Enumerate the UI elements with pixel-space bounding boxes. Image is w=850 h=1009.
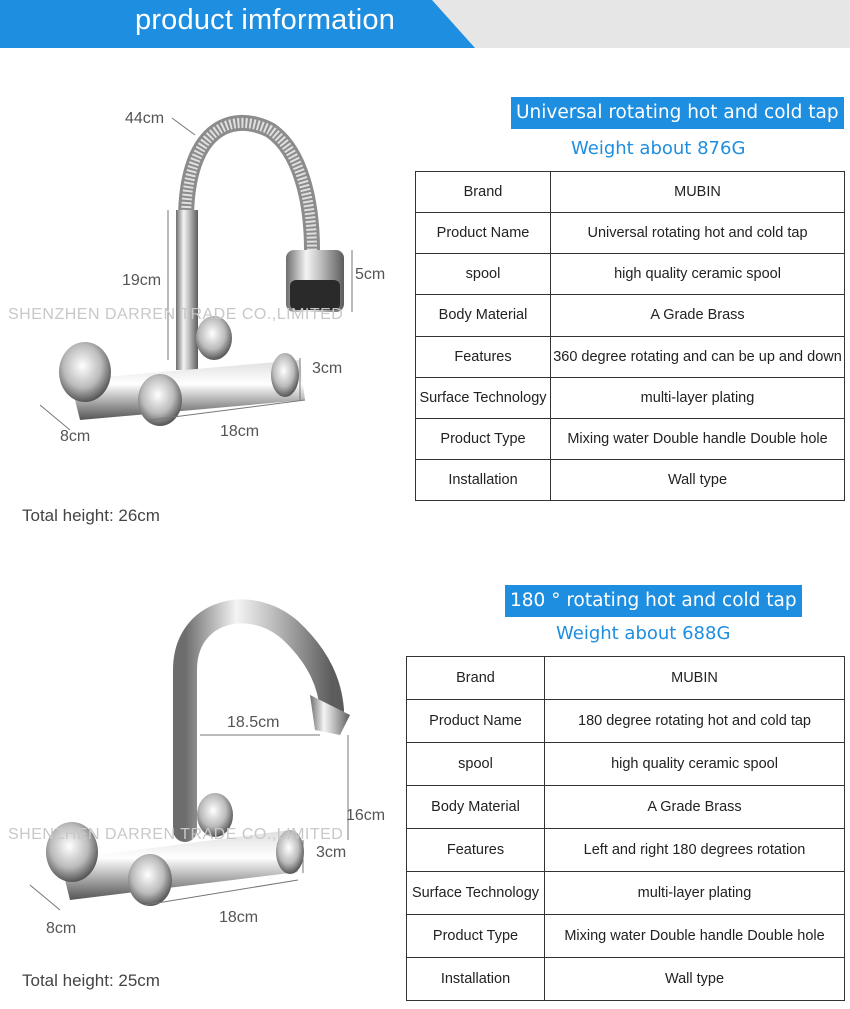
- watermark-2: SHENZHEN DARREN TRADE CO.,LIMITED: [8, 826, 344, 843]
- spec-label: spool: [407, 743, 545, 786]
- dim-top-1: 44cm: [125, 110, 165, 127]
- spec-value: 360 degree rotating and can be up and down: [551, 336, 845, 377]
- dim-depth-1: 8cm: [60, 428, 91, 445]
- table-row: [407, 657, 845, 700]
- product2-title: 180 ° rotating hot and cold tap: [505, 585, 802, 617]
- table-row: [416, 336, 845, 377]
- total-height-2: Total height: 25cm: [22, 971, 160, 990]
- spec-label: Body Material: [416, 295, 551, 336]
- product1-weight: Weight about 876G: [571, 138, 746, 159]
- dim-width-1: 18cm: [220, 423, 260, 440]
- spec-label: Product Type: [416, 418, 551, 459]
- watermark-1: SHENZHEN DARREN TRADE CO.,LIMITED: [8, 306, 344, 323]
- spec-value: Universal rotating hot and cold tap: [551, 213, 845, 254]
- spec-value: high quality ceramic spool: [551, 254, 845, 295]
- spec-label: spool: [416, 254, 551, 295]
- table-row: [416, 295, 845, 336]
- dim-depth-2: 8cm: [46, 920, 77, 937]
- spec-table-1: [415, 171, 845, 501]
- spec-label: Features: [416, 336, 551, 377]
- dim-base-1: 3cm: [312, 360, 343, 377]
- spec-value: Wall type: [545, 958, 845, 1001]
- dim-spout-1: 5cm: [355, 266, 386, 283]
- dim-base-2: 3cm: [316, 844, 347, 861]
- spec-value: Wall type: [551, 459, 845, 500]
- spec-value: Left and right 180 degrees rotation: [545, 829, 845, 872]
- table-row: [407, 743, 845, 786]
- faucet-image-2: [0, 590, 420, 950]
- dim-height-2: 16cm: [346, 807, 386, 824]
- page-title: product imformation: [135, 4, 396, 36]
- table-row: [407, 829, 845, 872]
- spec-label: Brand: [407, 657, 545, 700]
- table-row: [407, 872, 845, 915]
- spec-label: Surface Technology: [416, 377, 551, 418]
- spec-label: Product Type: [407, 915, 545, 958]
- table-row: [416, 254, 845, 295]
- product1-title: Universal rotating hot and cold tap: [511, 97, 844, 129]
- table-row: [407, 915, 845, 958]
- table-row: [407, 958, 845, 1001]
- dim-height-1: 19cm: [122, 272, 162, 289]
- table-row: [416, 459, 845, 500]
- spec-value: 180 degree rotating hot and cold tap: [545, 700, 845, 743]
- spec-value: MUBIN: [545, 657, 845, 700]
- spec-label: Product Name: [416, 213, 551, 254]
- table-row: [407, 700, 845, 743]
- spec-label: Surface Technology: [407, 872, 545, 915]
- spec-value: A Grade Brass: [545, 786, 845, 829]
- header-bar: [0, 0, 850, 48]
- table-row: [416, 213, 845, 254]
- table-row: [407, 786, 845, 829]
- spec-value: A Grade Brass: [551, 295, 845, 336]
- table-row: [416, 377, 845, 418]
- dim-spout-2: 18.5cm: [227, 714, 280, 731]
- spec-label: Features: [407, 829, 545, 872]
- spec-label: Product Name: [407, 700, 545, 743]
- spec-value: multi-layer plating: [551, 377, 845, 418]
- spec-value: Mixing water Double handle Double hole: [551, 418, 845, 459]
- spec-label: Body Material: [407, 786, 545, 829]
- spec-label: Installation: [416, 459, 551, 500]
- spec-label: Installation: [407, 958, 545, 1001]
- product2-weight: Weight about 688G: [556, 623, 731, 644]
- spec-value: Mixing water Double handle Double hole: [545, 915, 845, 958]
- spec-value: multi-layer plating: [545, 872, 845, 915]
- table-row: [416, 172, 845, 213]
- spec-label: Brand: [416, 172, 551, 213]
- spec-table-2: [406, 656, 845, 1001]
- spec-value: high quality ceramic spool: [545, 743, 845, 786]
- total-height-1: Total height: 26cm: [22, 506, 160, 525]
- table-row: [416, 418, 845, 459]
- dim-width-2: 18cm: [219, 909, 259, 926]
- spec-value: MUBIN: [551, 172, 845, 213]
